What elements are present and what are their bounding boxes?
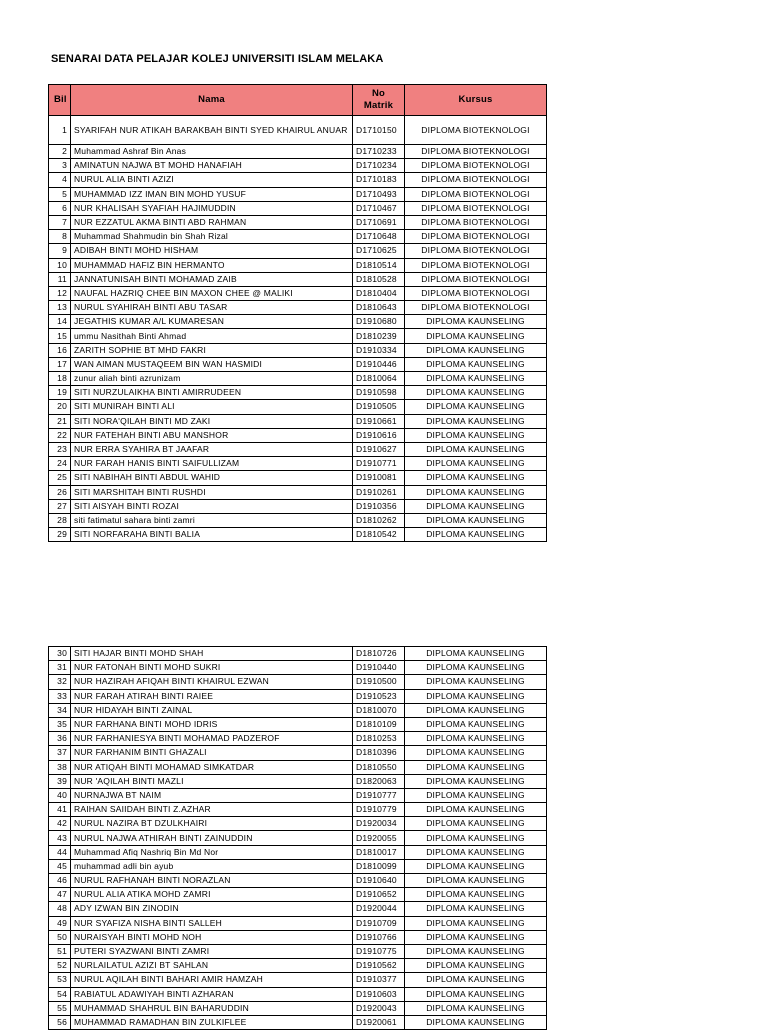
cell-kursus: DIPLOMA KAUNSELING <box>405 513 547 527</box>
cell-kursus: DIPLOMA BIOTEKNOLOGI <box>405 187 547 201</box>
cell-no-matrik: D1910652 <box>353 888 405 902</box>
table-row <box>49 187 547 201</box>
cell-bil: 49 <box>49 916 71 930</box>
table-row <box>49 717 547 731</box>
cell-bil: 22 <box>49 428 71 442</box>
table-row <box>49 329 547 343</box>
cell-nama: SITI AISYAH BINTI ROZAI <box>71 499 353 513</box>
table-row <box>49 760 547 774</box>
cell-kursus: DIPLOMA KAUNSELING <box>405 647 547 661</box>
cell-no-matrik: D1710625 <box>353 244 405 258</box>
cell-no-matrik: D1910505 <box>353 400 405 414</box>
cell-no-matrik: D1910661 <box>353 414 405 428</box>
cell-bil: 41 <box>49 803 71 817</box>
cell-bil: 1 <box>49 116 71 145</box>
cell-bil: 9 <box>49 244 71 258</box>
table-row <box>49 930 547 944</box>
cell-nama: NUR HIDAYAH BINTI ZAINAL <box>71 703 353 717</box>
cell-no-matrik: D1810064 <box>353 372 405 386</box>
cell-nama: SITI NORA'QILAH BINTI MD ZAKI <box>71 414 353 428</box>
cell-kursus: DIPLOMA KAUNSELING <box>405 428 547 442</box>
cell-bil: 45 <box>49 859 71 873</box>
cell-bil: 46 <box>49 874 71 888</box>
cell-no-matrik: D1810542 <box>353 528 405 542</box>
cell-bil: 18 <box>49 372 71 386</box>
header-nama: Nama <box>71 85 353 116</box>
table-row <box>49 159 547 173</box>
cell-nama: ADY IZWAN BIN ZINODIN <box>71 902 353 916</box>
table-row <box>49 902 547 916</box>
cell-no-matrik: D1910777 <box>353 788 405 802</box>
cell-no-matrik: D1810726 <box>353 647 405 661</box>
cell-kursus: DIPLOMA KAUNSELING <box>405 888 547 902</box>
header-kursus: Kursus <box>405 85 547 116</box>
cell-nama: SYARIFAH NUR ATIKAH BARAKBAH BINTI SYED KHAIRUL ANUAR <box>71 116 353 145</box>
cell-nama: NUR ERRA SYAHIRA BT JAAFAR <box>71 442 353 456</box>
cell-bil: 27 <box>49 499 71 513</box>
cell-no-matrik: D1910334 <box>353 343 405 357</box>
table-row <box>49 746 547 760</box>
table-row <box>49 528 547 542</box>
cell-bil: 33 <box>49 689 71 703</box>
table-row <box>49 215 547 229</box>
table-row <box>49 661 547 675</box>
cell-kursus: DIPLOMA KAUNSELING <box>405 400 547 414</box>
cell-kursus: DIPLOMA KAUNSELING <box>405 675 547 689</box>
cell-bil: 53 <box>49 973 71 987</box>
cell-bil: 23 <box>49 442 71 456</box>
cell-no-matrik: D1810262 <box>353 513 405 527</box>
table-row <box>49 258 547 272</box>
table-row <box>49 173 547 187</box>
cell-bil: 29 <box>49 528 71 542</box>
cell-kursus: DIPLOMA KAUNSELING <box>405 1015 547 1029</box>
cell-kursus: DIPLOMA KAUNSELING <box>405 788 547 802</box>
cell-kursus: DIPLOMA KAUNSELING <box>405 732 547 746</box>
cell-kursus: DIPLOMA KAUNSELING <box>405 315 547 329</box>
cell-no-matrik: D1910377 <box>353 973 405 987</box>
table-row <box>49 400 547 414</box>
cell-nama: NUR HAZIRAH AFIQAH BINTI KHAIRUL EZWAN <box>71 675 353 689</box>
cell-kursus: DIPLOMA KAUNSELING <box>405 817 547 831</box>
cell-no-matrik: D1910616 <box>353 428 405 442</box>
cell-nama: ummu Nasithah Binti Ahmad <box>71 329 353 343</box>
cell-bil: 32 <box>49 675 71 689</box>
cell-nama: NUR FARHANIESYA BINTI MOHAMAD PADZEROF <box>71 732 353 746</box>
cell-nama: RAIHAN SAIIDAH BINTI Z.AZHAR <box>71 803 353 817</box>
cell-nama: NUR FARAH ATIRAH BINTI RAIEE <box>71 689 353 703</box>
cell-nama: NUR 'AQILAH BINTI MAZLI <box>71 774 353 788</box>
header-no-matrik-line2: Matrik <box>363 100 394 111</box>
table-row <box>49 944 547 958</box>
table-row <box>49 230 547 244</box>
table-row <box>49 831 547 845</box>
table-row <box>49 732 547 746</box>
cell-no-matrik: D1710150 <box>353 116 405 145</box>
cell-no-matrik: D1910446 <box>353 357 405 371</box>
cell-nama: NURUL RAFHANAH BINTI NORAZLAN <box>71 874 353 888</box>
cell-bil: 51 <box>49 944 71 958</box>
cell-kursus: DIPLOMA KAUNSELING <box>405 442 547 456</box>
cell-no-matrik: D1910356 <box>353 499 405 513</box>
table-row <box>49 689 547 703</box>
cell-kursus: DIPLOMA KAUNSELING <box>405 916 547 930</box>
cell-nama: NUR ATIQAH BINTI MOHAMAD SIMKATDAR <box>71 760 353 774</box>
cell-kursus: DIPLOMA KAUNSELING <box>405 485 547 499</box>
header-bil: Bil <box>49 85 71 116</box>
cell-bil: 36 <box>49 732 71 746</box>
cell-nama: SITI NABIHAH BINTI ABDUL WAHID <box>71 471 353 485</box>
cell-bil: 6 <box>49 201 71 215</box>
cell-no-matrik: D1920044 <box>353 902 405 916</box>
table-header <box>49 85 547 116</box>
table-row <box>49 301 547 315</box>
cell-kursus: DIPLOMA KAUNSELING <box>405 703 547 717</box>
cell-bil: 37 <box>49 746 71 760</box>
cell-no-matrik: D1910709 <box>353 916 405 930</box>
cell-nama: NURUL ALIA ATIKA MOHD ZAMRI <box>71 888 353 902</box>
cell-kursus: DIPLOMA KAUNSELING <box>405 760 547 774</box>
cell-bil: 26 <box>49 485 71 499</box>
cell-bil: 8 <box>49 230 71 244</box>
cell-nama: MUHAMMAD HAFIZ BIN HERMANTO <box>71 258 353 272</box>
cell-kursus: DIPLOMA BIOTEKNOLOGI <box>405 244 547 258</box>
cell-bil: 21 <box>49 414 71 428</box>
table-row <box>49 442 547 456</box>
cell-bil: 52 <box>49 959 71 973</box>
cell-kursus: DIPLOMA KAUNSELING <box>405 689 547 703</box>
table-row <box>49 916 547 930</box>
table-row <box>49 513 547 527</box>
cell-nama: SITI NORFARAHA BINTI BALIA <box>71 528 353 542</box>
cell-no-matrik: D1910562 <box>353 959 405 973</box>
cell-nama: MUHAMMAD SHAHRUL BIN BAHARUDDIN <box>71 1001 353 1015</box>
cell-bil: 47 <box>49 888 71 902</box>
cell-no-matrik: D1910627 <box>353 442 405 456</box>
cell-no-matrik: D1810514 <box>353 258 405 272</box>
table-row <box>49 803 547 817</box>
cell-no-matrik: D1910771 <box>353 457 405 471</box>
table-row <box>49 116 547 145</box>
table-row <box>49 499 547 513</box>
cell-kursus: DIPLOMA KAUNSELING <box>405 661 547 675</box>
cell-nama: NUR FARHANIM BINTI GHAZALI <box>71 746 353 760</box>
cell-nama: NUR FARAH HANIS BINTI SAIFULLIZAM <box>71 457 353 471</box>
cell-bil: 55 <box>49 1001 71 1015</box>
cell-no-matrik: D1920055 <box>353 831 405 845</box>
table-row <box>49 874 547 888</box>
cell-no-matrik: D1820063 <box>353 774 405 788</box>
cell-no-matrik: D1810528 <box>353 272 405 286</box>
cell-nama: MUHAMMAD RAMADHAN BIN ZULKIFLEE <box>71 1015 353 1029</box>
cell-no-matrik: D1910523 <box>353 689 405 703</box>
cell-kursus: DIPLOMA BIOTEKNOLOGI <box>405 272 547 286</box>
cell-bil: 7 <box>49 215 71 229</box>
table-row <box>49 145 547 159</box>
table-row <box>49 647 547 661</box>
cell-nama: NUR SYAFIZA NISHA BINTI SALLEH <box>71 916 353 930</box>
cell-kursus: DIPLOMA BIOTEKNOLOGI <box>405 215 547 229</box>
cell-bil: 14 <box>49 315 71 329</box>
cell-nama: AMINATUN NAJWA BT MOHD HANAFIAH <box>71 159 353 173</box>
table-row <box>49 859 547 873</box>
table-row <box>49 372 547 386</box>
cell-nama: SITI MUNIRAH BINTI ALI <box>71 400 353 414</box>
cell-kursus: DIPLOMA BIOTEKNOLOGI <box>405 286 547 300</box>
cell-kursus: DIPLOMA KAUNSELING <box>405 457 547 471</box>
table-row <box>49 485 547 499</box>
cell-kursus: DIPLOMA KAUNSELING <box>405 717 547 731</box>
cell-nama: zunur aliah binti azrunizam <box>71 372 353 386</box>
cell-nama: NURUL NAZIRA BT DZULKHAIRI <box>71 817 353 831</box>
table-row <box>49 987 547 1001</box>
table-row <box>49 315 547 329</box>
table-row <box>49 774 547 788</box>
cell-kursus: DIPLOMA KAUNSELING <box>405 959 547 973</box>
cell-no-matrik: D1710648 <box>353 230 405 244</box>
cell-bil: 54 <box>49 987 71 1001</box>
cell-no-matrik: D1910775 <box>353 944 405 958</box>
cell-nama: NAUFAL HAZRIQ CHEE BIN MAXON CHEE @ MALIKI <box>71 286 353 300</box>
cell-bil: 12 <box>49 286 71 300</box>
cell-bil: 20 <box>49 400 71 414</box>
cell-nama: SITI NURZULAIKHA BINTI AMIRRUDEEN <box>71 386 353 400</box>
cell-no-matrik: D1810643 <box>353 301 405 315</box>
cell-no-matrik: D1710691 <box>353 215 405 229</box>
cell-kursus: DIPLOMA BIOTEKNOLOGI <box>405 258 547 272</box>
cell-no-matrik: D1810017 <box>353 845 405 859</box>
cell-bil: 4 <box>49 173 71 187</box>
cell-kursus: DIPLOMA KAUNSELING <box>405 803 547 817</box>
cell-bil: 16 <box>49 343 71 357</box>
table-row <box>49 357 547 371</box>
cell-nama: JEGATHIS KUMAR A/L KUMARESAN <box>71 315 353 329</box>
cell-nama: NUR FARHANA BINTI MOHD IDRIS <box>71 717 353 731</box>
cell-bil: 28 <box>49 513 71 527</box>
cell-no-matrik: D1810099 <box>353 859 405 873</box>
cell-bil: 40 <box>49 788 71 802</box>
cell-no-matrik: D1810070 <box>353 703 405 717</box>
cell-bil: 13 <box>49 301 71 315</box>
table-row <box>49 675 547 689</box>
cell-kursus: DIPLOMA KAUNSELING <box>405 902 547 916</box>
cell-bil: 42 <box>49 817 71 831</box>
cell-kursus: DIPLOMA KAUNSELING <box>405 471 547 485</box>
cell-nama: NURUL SYAHIRAH BINTI ABU TASAR <box>71 301 353 315</box>
cell-no-matrik: D1710183 <box>353 173 405 187</box>
cell-kursus: DIPLOMA KAUNSELING <box>405 831 547 845</box>
document-title: SENARAI DATA PELAJAR KOLEJ UNIVERSITI ISLAM MELAKA <box>51 53 384 65</box>
cell-bil: 30 <box>49 647 71 661</box>
table-row <box>49 888 547 902</box>
student-table-part-2 <box>48 646 547 1030</box>
cell-bil: 34 <box>49 703 71 717</box>
cell-no-matrik: D1710234 <box>353 159 405 173</box>
cell-nama: NURLAILATUL AZIZI BT SAHLAN <box>71 959 353 973</box>
cell-bil: 50 <box>49 930 71 944</box>
cell-bil: 24 <box>49 457 71 471</box>
cell-nama: NURUL ALIA BINTI AZIZI <box>71 173 353 187</box>
cell-no-matrik: D1920061 <box>353 1015 405 1029</box>
cell-bil: 25 <box>49 471 71 485</box>
cell-kursus: DIPLOMA KAUNSELING <box>405 944 547 958</box>
cell-bil: 2 <box>49 145 71 159</box>
cell-no-matrik: D1710233 <box>353 145 405 159</box>
cell-kursus: DIPLOMA KAUNSELING <box>405 528 547 542</box>
cell-bil: 17 <box>49 357 71 371</box>
cell-nama: NUR FATONAH BINTI MOHD SUKRI <box>71 661 353 675</box>
cell-kursus: DIPLOMA KAUNSELING <box>405 987 547 1001</box>
header-no-matrik <box>353 85 405 116</box>
cell-nama: JANNATUNISAH BINTI MOHAMAD ZAIB <box>71 272 353 286</box>
cell-no-matrik: D1810404 <box>353 286 405 300</box>
table-row <box>49 201 547 215</box>
table-row <box>49 414 547 428</box>
table-row <box>49 244 547 258</box>
cell-no-matrik: D1710493 <box>353 187 405 201</box>
cell-no-matrik: D1910766 <box>353 930 405 944</box>
cell-bil: 11 <box>49 272 71 286</box>
table-row <box>49 845 547 859</box>
cell-bil: 35 <box>49 717 71 731</box>
cell-kursus: DIPLOMA KAUNSELING <box>405 499 547 513</box>
student-table-part-1 <box>48 84 547 542</box>
cell-bil: 43 <box>49 831 71 845</box>
cell-no-matrik: D1910261 <box>353 485 405 499</box>
cell-bil: 48 <box>49 902 71 916</box>
cell-kursus: DIPLOMA BIOTEKNOLOGI <box>405 145 547 159</box>
cell-nama: Muhammad Shahmudin bin Shah Rizal <box>71 230 353 244</box>
cell-nama: muhammad adli bin ayub <box>71 859 353 873</box>
header-no-matrik-line1: No <box>371 88 386 99</box>
cell-nama: ADIBAH BINTI MOHD HISHAM <box>71 244 353 258</box>
cell-no-matrik: D1810253 <box>353 732 405 746</box>
cell-bil: 39 <box>49 774 71 788</box>
cell-kursus: DIPLOMA KAUNSELING <box>405 774 547 788</box>
cell-no-matrik: D1920034 <box>353 817 405 831</box>
cell-bil: 19 <box>49 386 71 400</box>
cell-no-matrik: D1910500 <box>353 675 405 689</box>
cell-nama: RABIATUL ADAWIYAH BINTI AZHARAN <box>71 987 353 1001</box>
cell-kursus: DIPLOMA KAUNSELING <box>405 859 547 873</box>
cell-nama: Muhammad Afiq Nashriq Bin Md Nor <box>71 845 353 859</box>
cell-nama: NURAISYAH BINTI MOHD NOH <box>71 930 353 944</box>
cell-kursus: DIPLOMA KAUNSELING <box>405 746 547 760</box>
cell-kursus: DIPLOMA KAUNSELING <box>405 414 547 428</box>
cell-kursus: DIPLOMA KAUNSELING <box>405 343 547 357</box>
cell-kursus: DIPLOMA KAUNSELING <box>405 973 547 987</box>
cell-bil: 3 <box>49 159 71 173</box>
table-row <box>49 788 547 802</box>
cell-bil: 15 <box>49 329 71 343</box>
cell-nama: NUR FATEHAH BINTI ABU MANSHOR <box>71 428 353 442</box>
cell-nama: SITI MARSHITAH BINTI RUSHDI <box>71 485 353 499</box>
cell-kursus: DIPLOMA KAUNSELING <box>405 874 547 888</box>
table-row <box>49 428 547 442</box>
cell-no-matrik: D1910779 <box>353 803 405 817</box>
cell-nama: Muhammad Ashraf Bin Anas <box>71 145 353 159</box>
cell-no-matrik: D1810550 <box>353 760 405 774</box>
cell-no-matrik: D1910081 <box>353 471 405 485</box>
table-row <box>49 1001 547 1015</box>
cell-no-matrik: D1810396 <box>353 746 405 760</box>
cell-nama: NURNAJWA BT NAIM <box>71 788 353 802</box>
cell-nama: PUTERI SYAZWANI BINTI ZAMRI <box>71 944 353 958</box>
cell-kursus: DIPLOMA KAUNSELING <box>405 930 547 944</box>
cell-kursus: DIPLOMA KAUNSELING <box>405 1001 547 1015</box>
cell-kursus: DIPLOMA KAUNSELING <box>405 386 547 400</box>
cell-nama: ZARITH SOPHIE BT MHD FAKRI <box>71 343 353 357</box>
cell-no-matrik: D1710467 <box>353 201 405 215</box>
table-row <box>49 471 547 485</box>
cell-bil: 38 <box>49 760 71 774</box>
cell-kursus: DIPLOMA BIOTEKNOLOGI <box>405 230 547 244</box>
cell-kursus: DIPLOMA BIOTEKNOLOGI <box>405 173 547 187</box>
cell-kursus: DIPLOMA KAUNSELING <box>405 845 547 859</box>
cell-kursus: DIPLOMA KAUNSELING <box>405 372 547 386</box>
cell-no-matrik: D1810239 <box>353 329 405 343</box>
cell-bil: 56 <box>49 1015 71 1029</box>
table-row <box>49 817 547 831</box>
table-row <box>49 286 547 300</box>
table-row <box>49 1015 547 1029</box>
cell-kursus: DIPLOMA BIOTEKNOLOGI <box>405 159 547 173</box>
cell-bil: 5 <box>49 187 71 201</box>
cell-bil: 44 <box>49 845 71 859</box>
cell-nama: SITI HAJAR BINTI MOHD SHAH <box>71 647 353 661</box>
cell-bil: 10 <box>49 258 71 272</box>
table-row <box>49 959 547 973</box>
cell-nama: WAN AIMAN MUSTAQEEM BIN WAN HASMIDI <box>71 357 353 371</box>
cell-no-matrik: D1910440 <box>353 661 405 675</box>
cell-bil: 31 <box>49 661 71 675</box>
cell-nama: NUR EZZATUL AKMA BINTI ABD RAHMAN <box>71 215 353 229</box>
table-row <box>49 973 547 987</box>
cell-no-matrik: D1910640 <box>353 874 405 888</box>
table-row <box>49 457 547 471</box>
cell-nama: NURUL NAJWA ATHIRAH BINTI ZAINUDDIN <box>71 831 353 845</box>
table-row <box>49 343 547 357</box>
cell-nama: NUR KHALISAH SYAFIAH HAJIMUDDIN <box>71 201 353 215</box>
cell-no-matrik: D1910680 <box>353 315 405 329</box>
cell-kursus: DIPLOMA BIOTEKNOLOGI <box>405 201 547 215</box>
cell-kursus: DIPLOMA BIOTEKNOLOGI <box>405 301 547 315</box>
cell-kursus: DIPLOMA KAUNSELING <box>405 357 547 371</box>
cell-no-matrik: D1810109 <box>353 717 405 731</box>
cell-kursus: DIPLOMA KAUNSELING <box>405 329 547 343</box>
table-row <box>49 386 547 400</box>
cell-nama: NURUL AQILAH BINTI BAHARI AMIR HAMZAH <box>71 973 353 987</box>
cell-no-matrik: D1920043 <box>353 1001 405 1015</box>
cell-no-matrik: D1910598 <box>353 386 405 400</box>
cell-nama: siti fatimatul sahara binti zamri <box>71 513 353 527</box>
cell-no-matrik: D1910603 <box>353 987 405 1001</box>
table-row <box>49 703 547 717</box>
cell-nama: MUHAMMAD IZZ IMAN BIN MOHD YUSUF <box>71 187 353 201</box>
table-row <box>49 272 547 286</box>
cell-kursus: DIPLOMA BIOTEKNOLOGI <box>405 116 547 145</box>
